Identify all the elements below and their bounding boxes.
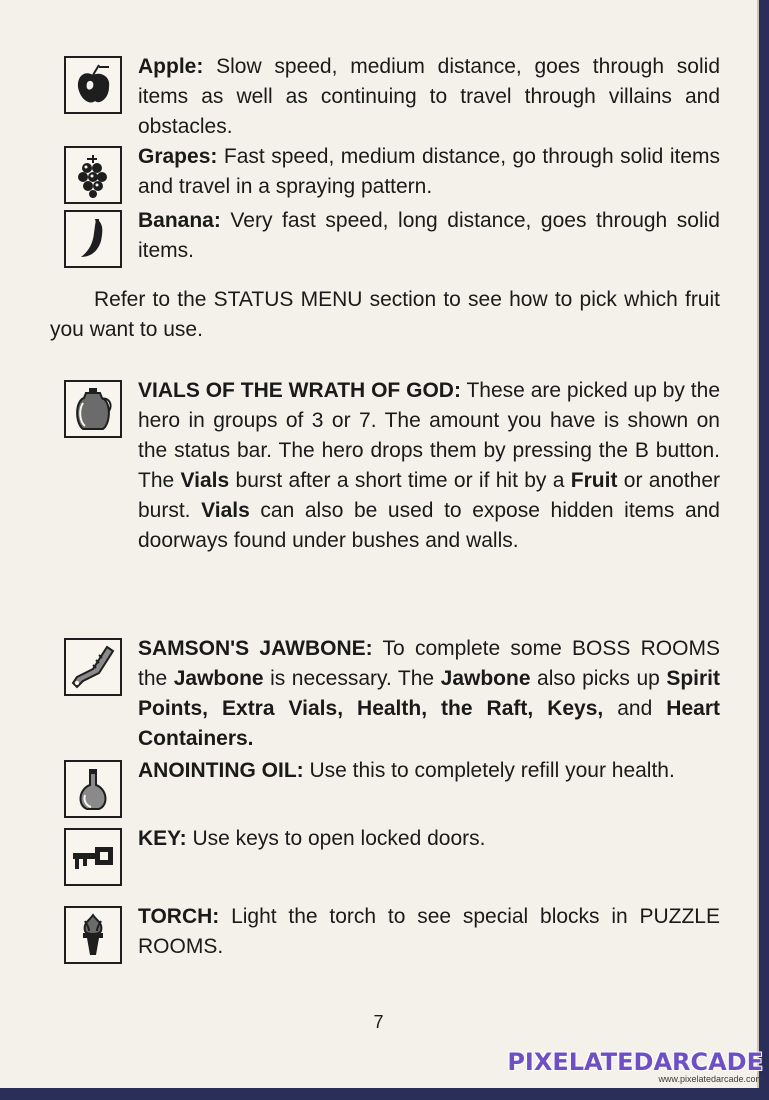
key-desc: Use keys to open locked doors.: [186, 827, 486, 850]
torch-text: [138, 902, 720, 962]
grapes-term: Grapes:: [138, 145, 218, 168]
vials-desc-1: These are picked up by the hero in groups of 3 or 7. The amount you have is shown on the status bar. The hero drops them by pressing the B button. The: [138, 379, 720, 492]
oil-text: [138, 756, 720, 786]
vials-text: [138, 376, 720, 556]
jawbone-desc-4: and: [603, 697, 667, 720]
jawbone-bold-1: Jawbone: [173, 667, 264, 690]
banana-icon: [64, 210, 122, 268]
refer-paragraph: Refer to the STATUS MENU section to see how to pick which fruit you want to use.: [50, 288, 720, 341]
vials-desc-3: or another burst.: [138, 469, 720, 522]
jawbone-desc-1: To complete some BOSS ROOMS the: [138, 637, 720, 690]
apple-icon: [64, 56, 122, 114]
jawbone-bold-4: Heart Containers.: [138, 697, 720, 750]
vials-bold-2: Fruit: [570, 469, 618, 492]
oil-flask-icon: [64, 760, 122, 818]
banana-term: Banana:: [138, 209, 221, 232]
watermark-title: PIXELATEDARCADE: [507, 1048, 763, 1076]
jawbone-bold-2: Jawbone: [440, 667, 531, 690]
jawbone-icon: [64, 638, 122, 696]
vials-term: VIALS OF THE WRATH OF GOD:: [138, 379, 461, 402]
jawbone-desc-2: is necessary. The: [263, 667, 441, 690]
torch-term: TORCH:: [138, 905, 220, 928]
apple-text: [138, 52, 720, 142]
banana-desc: Very fast speed, long distance, goes through solid items.: [138, 209, 720, 262]
vials-desc-2: burst after a short time or if hit by a: [229, 469, 571, 492]
banana-text: [138, 206, 720, 266]
vial-icon: [64, 380, 122, 438]
jawbone-term: SAMSON'S JAWBONE:: [138, 637, 373, 660]
page-number: 7: [373, 1012, 384, 1032]
jawbone-desc-3: also picks up: [530, 667, 667, 690]
vials-bold-1: Vials: [180, 469, 230, 492]
oil-term: ANOINTING OIL:: [138, 759, 304, 782]
jawbone-text: [138, 634, 720, 754]
torch-icon: [64, 906, 122, 964]
torch-desc: Light the torch to see special blocks in PUZZLE ROOMS.: [138, 905, 720, 958]
jawbone-bold-3: Spirit Points, Extra Vials, Health, the Raft, Keys,: [138, 667, 720, 720]
grapes-desc: Fast speed, medium distance, go through solid items and travel in a spraying pattern.: [138, 145, 720, 198]
oil-desc: Use this to completely refill your health.: [303, 759, 675, 782]
watermark-url: www.pixelatedarcade.com: [658, 1074, 763, 1084]
vials-desc-4: can also be used to expose hidden items and doorways found under bushes and walls.: [138, 499, 720, 552]
key-term: KEY:: [138, 827, 187, 850]
apple-desc: Slow speed, medium distance, goes through solid items as well as continuing to travel through villains and obstacles.: [138, 55, 720, 138]
key-text: [138, 824, 720, 854]
grapes-text: [138, 142, 720, 202]
grapes-icon: [64, 146, 122, 204]
vials-bold-3: Vials: [201, 499, 250, 522]
apple-term: Apple:: [138, 55, 204, 78]
watermark: [507, 1048, 763, 1084]
key-icon: [64, 828, 122, 886]
